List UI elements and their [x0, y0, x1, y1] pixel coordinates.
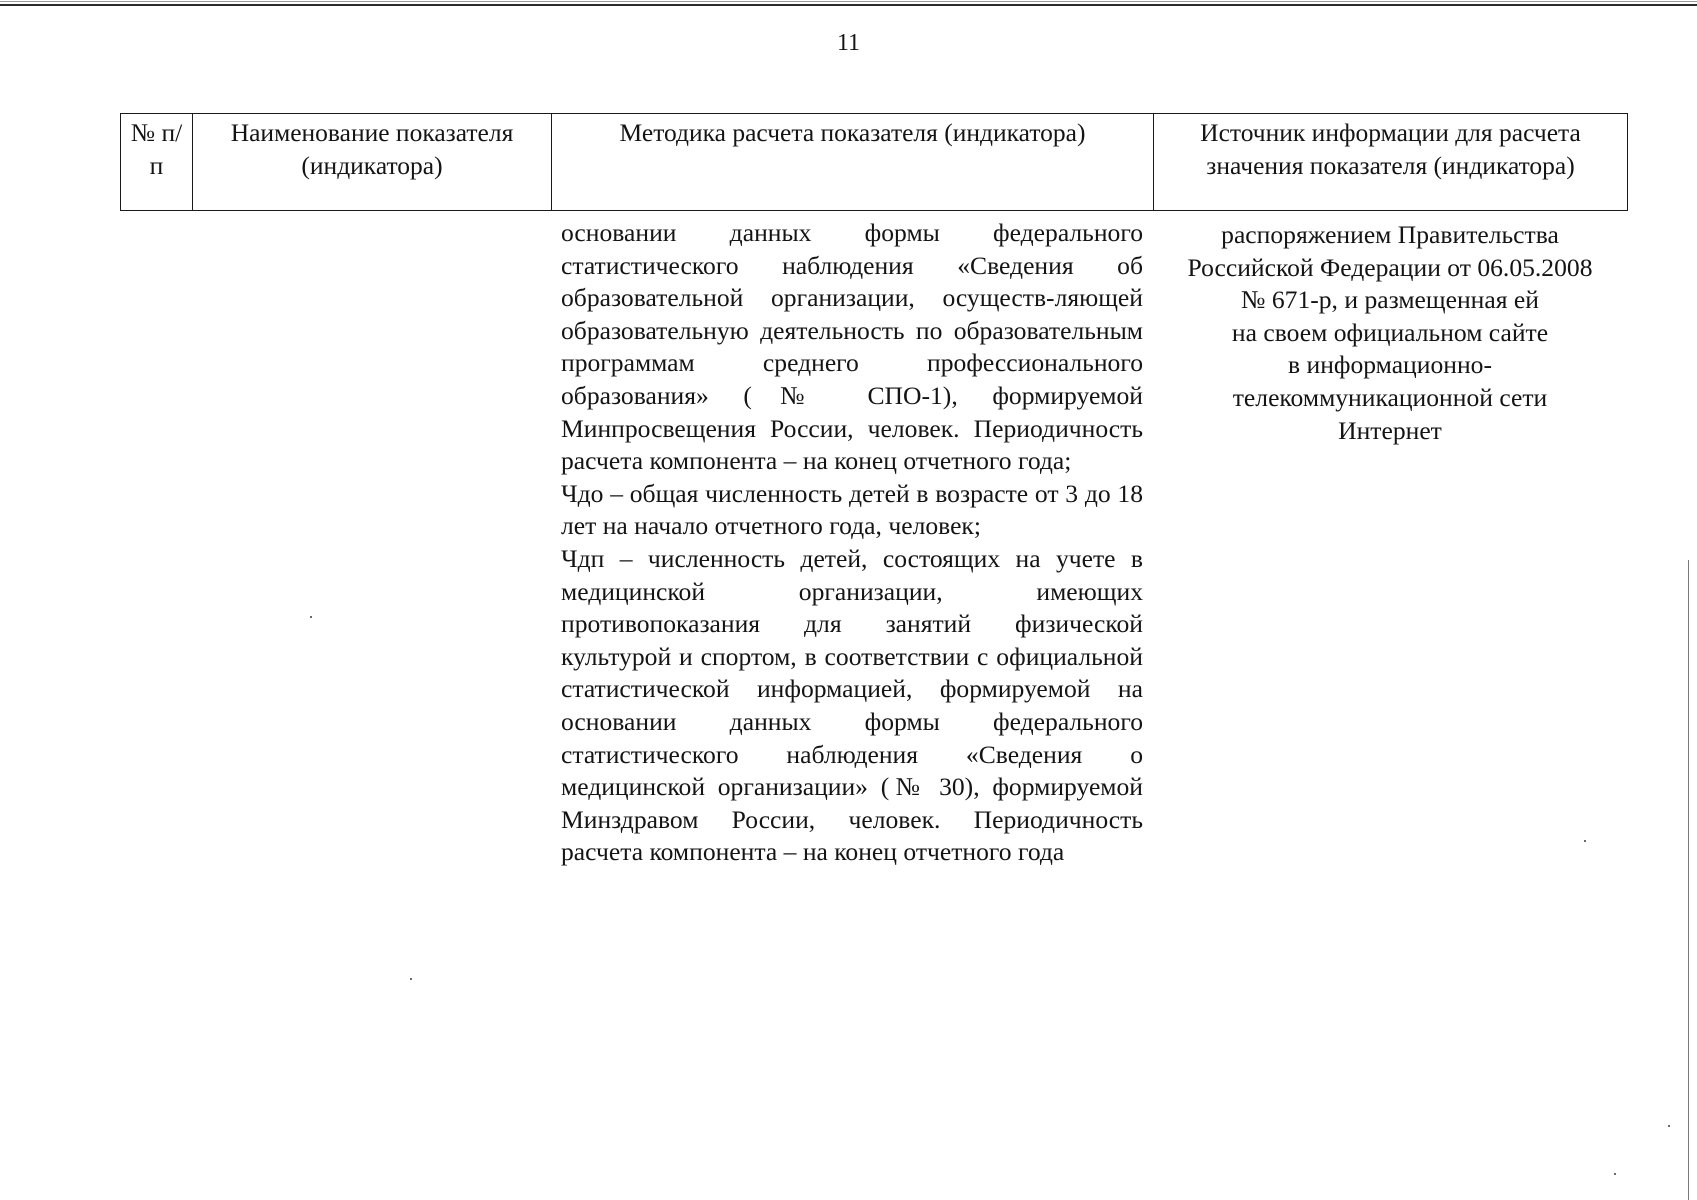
scan-speck — [1584, 840, 1586, 842]
method-paragraph: Чдо – общая численность детей в возрасте от 3 до 18 лет на начало отчетного года, человек; — [561, 478, 1143, 541]
header-num: № п/п — [121, 114, 193, 211]
source-line: распоряжением Правительства — [1221, 220, 1559, 249]
scan-speck — [410, 978, 412, 980]
header-row — [121, 114, 1628, 211]
source-line: на своем официальном сайте — [1231, 317, 1549, 347]
top-border-faint — [0, 1, 1697, 2]
header-indicator-name: Наименование показателя (индикатора) — [193, 114, 552, 211]
header-information-source: Источник информации для расчета значения показателя (индикатора) — [1154, 114, 1628, 211]
top-border-rule — [0, 4, 1697, 6]
scan-speck — [1668, 1125, 1670, 1127]
source-line: № 671-р, и размещенная ей — [1241, 285, 1539, 315]
scan-speck — [310, 616, 312, 618]
source-cell — [1160, 219, 1620, 447]
indicator-table-header — [120, 113, 1628, 211]
method-cell — [561, 217, 1143, 869]
method-paragraph: основании данных формы федерального статистического наблюдения «Сведения об образовательной организации, осуществ-ляющей образовательную деятельность по образовательным программам среднего профессионального образования» (№ СПО-1), формируемой Минпросвещения России, человек. Периодичность расчета компонента – на конец отчетного года; — [561, 218, 1143, 476]
scan-edge-line — [1688, 560, 1689, 1200]
source-line: Российской Федерации от 06.05.2008 — [1187, 252, 1593, 282]
page-number: 11 — [836, 30, 861, 56]
method-paragraph: Чдп – численность детей, состоящих на учете в медицинской организации, имеющих противопоказания для занятий физической культурой и спортом, в соответствии с официальной статистической информацией, формируемой на основании данных формы федерального статистического наблюдения «Сведения о медицинской организации» (№ 30), формируемой Минздравом России, человек. Периодичность расчета компонента – на конец отчетного года — [561, 543, 1143, 867]
source-line: в информационно- — [1288, 350, 1492, 380]
scan-speck — [1614, 1173, 1616, 1175]
source-line: телекоммуникационной сети — [1232, 382, 1548, 412]
source-line: Интернет — [1338, 415, 1442, 445]
header-calculation-method: Методика расчета показателя (индикатора) — [552, 114, 1154, 211]
